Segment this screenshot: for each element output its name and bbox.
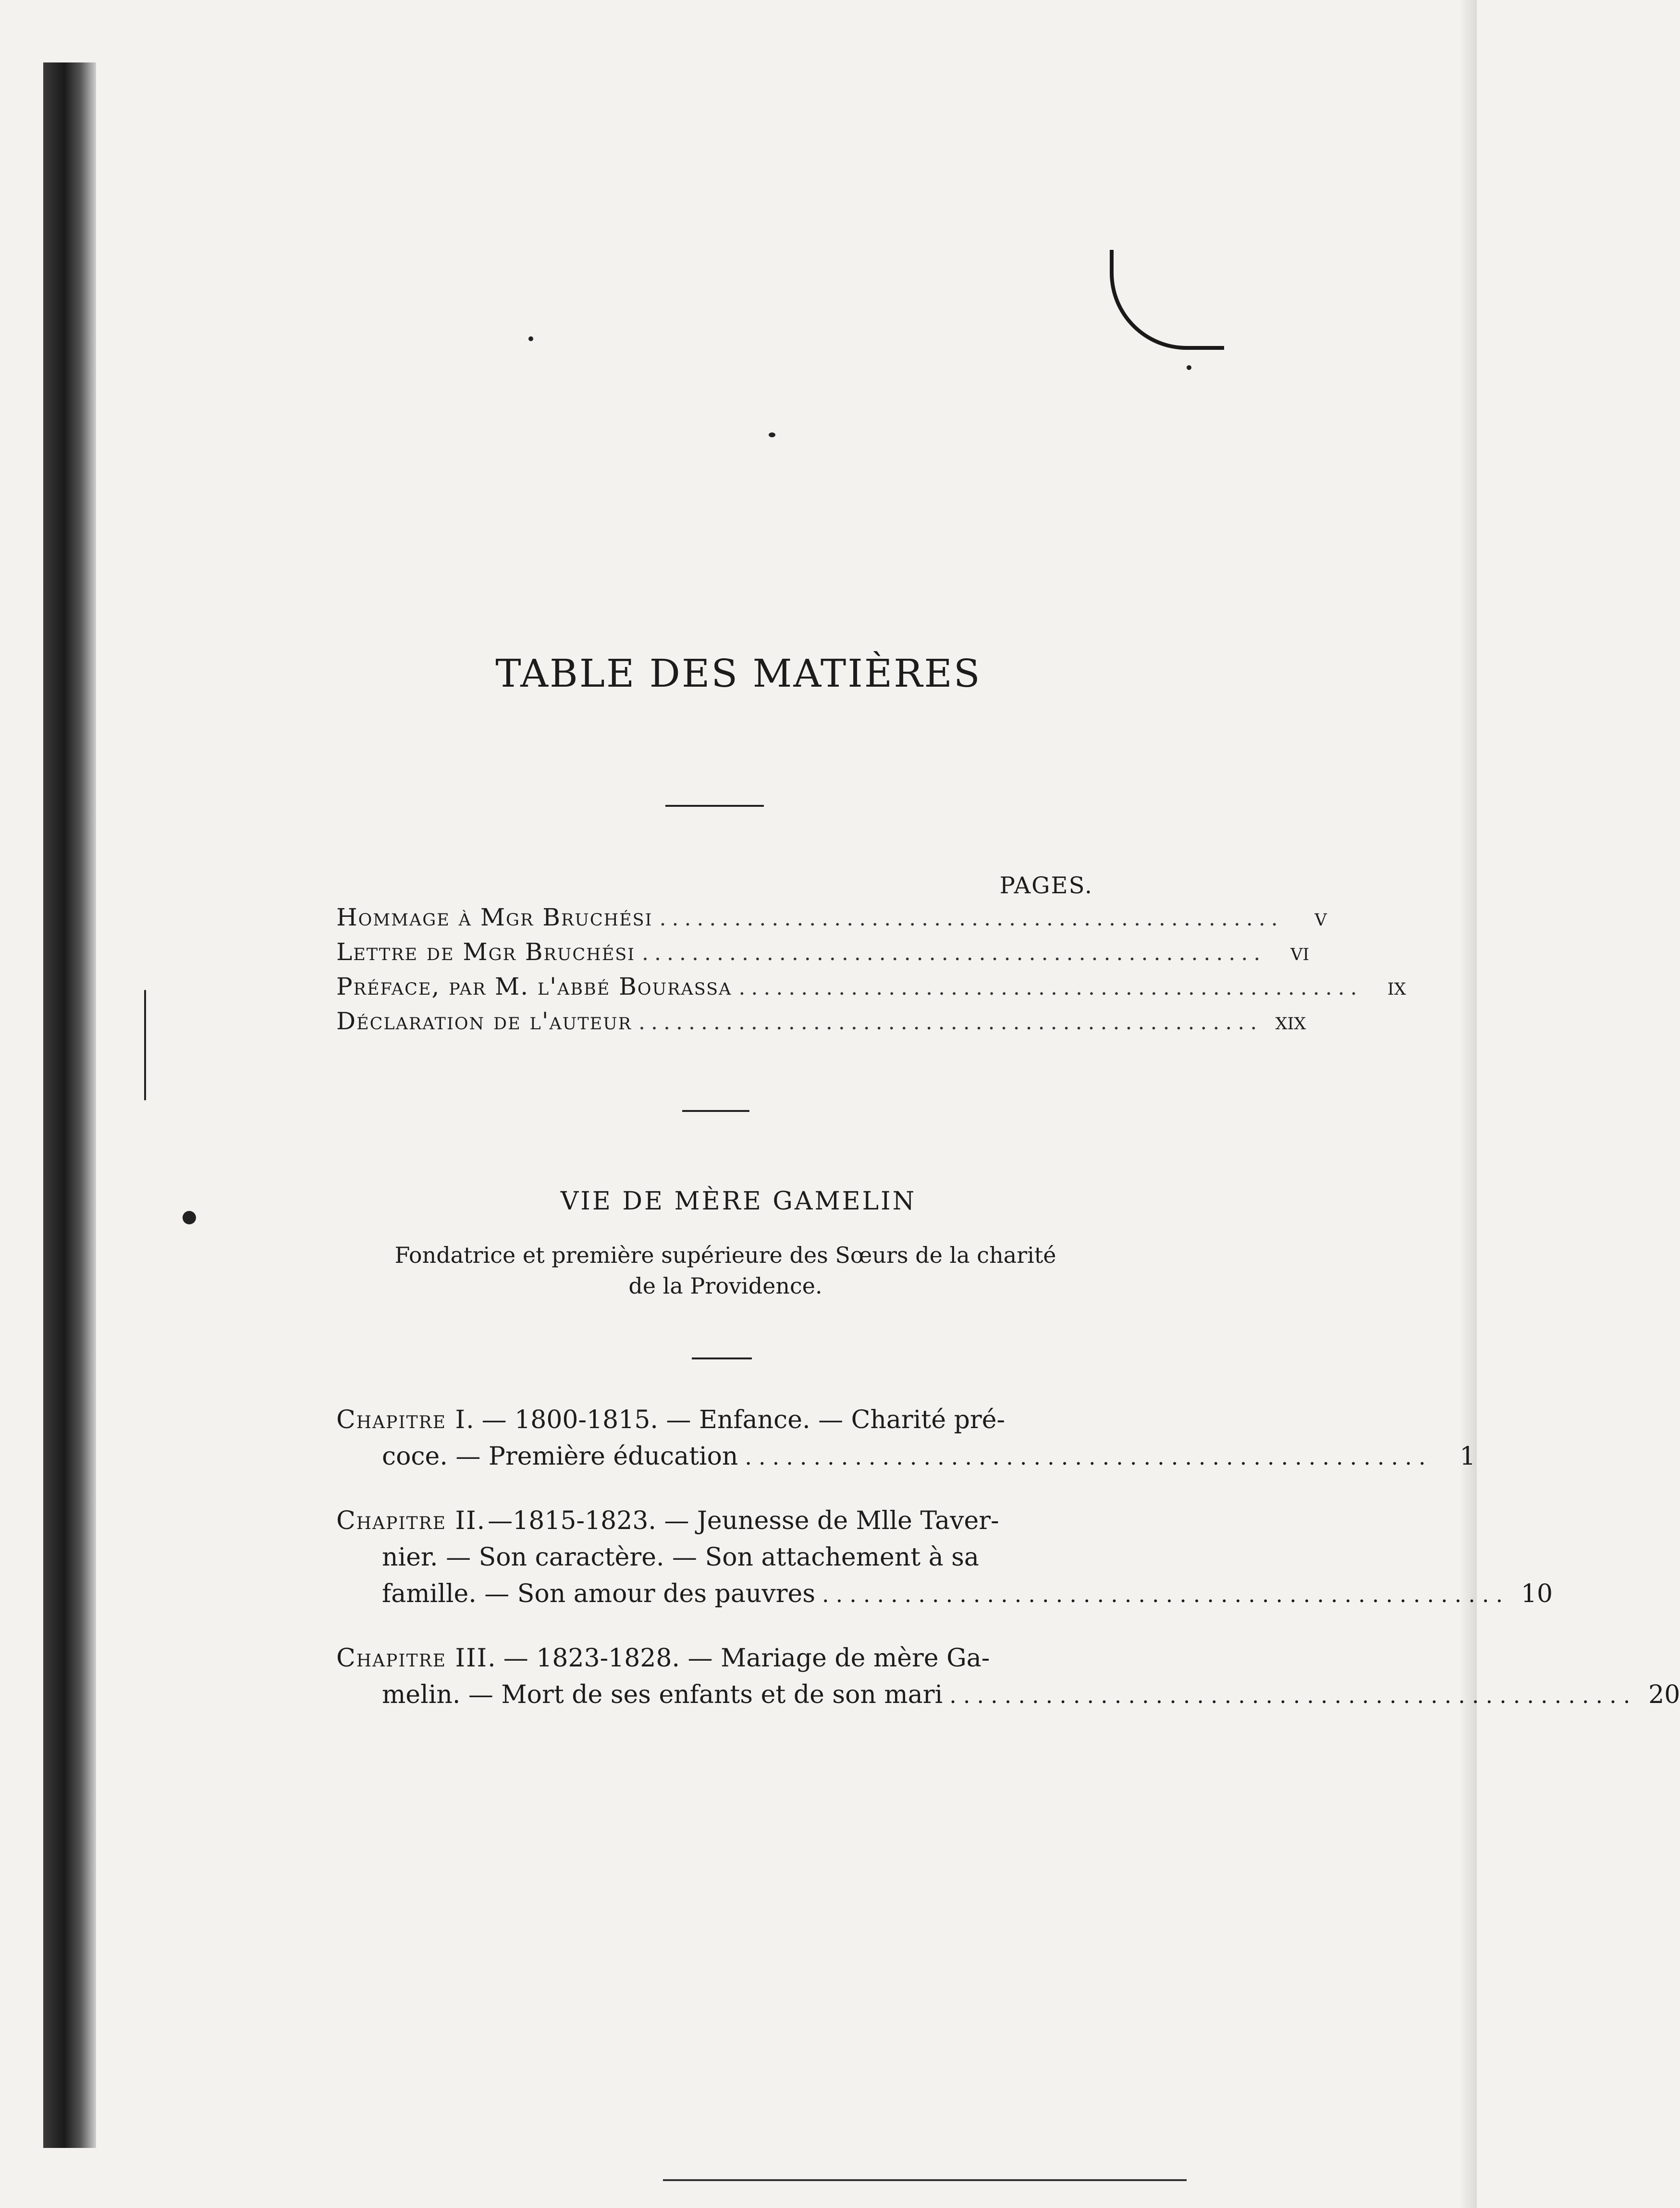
subtitle-line: de la Providence.: [628, 1273, 822, 1299]
chapter-label: Chapitre I.: [336, 1406, 475, 1434]
ink-stroke: [144, 990, 146, 1100]
ink-speck: [769, 432, 775, 437]
chapter-line: [336, 1506, 1093, 1543]
chapter-line: [336, 1680, 1680, 1717]
front-matter-entry: [336, 1007, 1306, 1042]
book-spine-shadow: [43, 62, 96, 2148]
leader-dots: ..................................................: [949, 1682, 1637, 1708]
entry-page: vi: [1290, 938, 1310, 966]
ink-speck: [528, 336, 533, 341]
handwritten-mark: [1110, 250, 1224, 350]
chapter-summary: famille. — Son amour des pauvres: [382, 1579, 816, 1608]
front-matter-entry: [336, 903, 1327, 938]
chapter-line: [336, 1644, 1093, 1680]
chapter-line: [336, 1406, 1093, 1442]
entry-label: Préface, par M. l'abbé Bourassa: [336, 973, 732, 1000]
leader-dots: ..................................................: [659, 906, 1284, 931]
leader-dots: ..................................................: [642, 941, 1266, 965]
page-edge: [1459, 0, 1477, 2208]
title-divider: [665, 805, 764, 807]
chapter-entry: [336, 1406, 1476, 1479]
chapter-entry: [336, 1506, 1553, 1616]
front-matter-entry: [336, 973, 1406, 1007]
leader-dots: ..................................................: [638, 1010, 1263, 1035]
chapter-line: [336, 1579, 1553, 1616]
footer-rule: [663, 2179, 1187, 2181]
chapter-summary: coce. — Première éducation: [382, 1442, 738, 1471]
leader-dots: ..................................................: [745, 1444, 1433, 1470]
ink-speck: [1187, 365, 1191, 370]
chapter-line: [336, 1442, 1476, 1479]
entry-label: Lettre de Mgr Bruchési: [336, 938, 636, 966]
entry-page: v: [1314, 903, 1327, 931]
chapter-page: 1: [1459, 1442, 1476, 1471]
chapter-page: 20: [1648, 1680, 1680, 1709]
chapter-list: [336, 1406, 1680, 1745]
chapter-summary: —1815-1823. — Jeunesse de Mlle Taver-: [488, 1506, 999, 1535]
page-title: TABLE DES MATIÈRES: [495, 651, 981, 696]
section-title: VIE DE MÈRE GAMELIN: [560, 1187, 917, 1216]
chapter-line: [336, 1543, 1093, 1579]
leader-dots: ..................................................: [822, 1581, 1510, 1607]
section-divider: [682, 1110, 749, 1112]
chapter-entry: [336, 1644, 1680, 1717]
chapter-divider: [692, 1357, 752, 1359]
section-subtitle: [356, 1240, 1095, 1301]
chapter-summary: — 1823-1828. — Mariage de mère Ga-: [503, 1644, 990, 1673]
subtitle-line: Fondatrice et première supérieure des Sœurs de la charité: [394, 1242, 1056, 1268]
chapter-summary: nier. — Son caractère. — Son attachement à sa: [382, 1543, 979, 1572]
leader-dots: ..................................................: [738, 975, 1363, 1000]
entry-page: ix: [1387, 973, 1406, 1000]
entry-page: xix: [1275, 1007, 1306, 1035]
chapter-summary: — 1800-1815. — Enfance. — Charité pré-: [481, 1406, 1006, 1434]
front-matter-entry: [336, 938, 1310, 973]
entry-label: Déclaration de l'auteur: [336, 1007, 632, 1035]
chapter-page: 10: [1521, 1579, 1553, 1608]
chapter-summary: melin. — Mort de ses enfants et de son mari: [382, 1680, 943, 1709]
chapter-label: Chapitre III.: [336, 1644, 497, 1673]
entry-label: Hommage à Mgr Bruchési: [336, 903, 653, 931]
chapter-label: Chapitre II.: [336, 1506, 486, 1535]
pages-column-header: PAGES.: [999, 872, 1093, 899]
front-matter-list: [336, 903, 1406, 1042]
